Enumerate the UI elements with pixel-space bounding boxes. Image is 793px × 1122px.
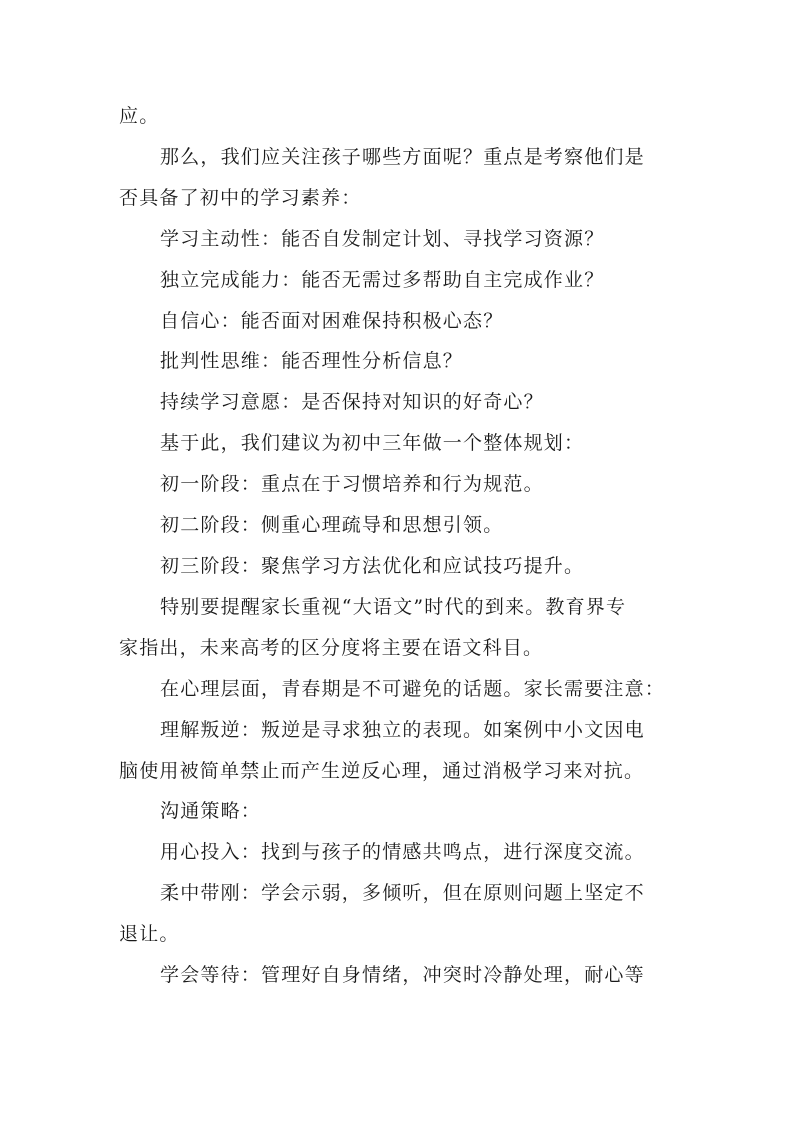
text-line: 初一阶段：重点在于习惯培养和行为规范。 — [160, 473, 544, 496]
text-line: 沟通策略： — [160, 800, 262, 823]
paragraph — [119, 832, 691, 873]
text-line: 脑使用被简单禁止而产生逆反心理，通过消极学习来对抗。 — [119, 759, 645, 782]
text-line: 否具备了初中的学习素养： — [119, 186, 362, 209]
text-line: 家指出，未来高考的区分度将主要在语文科目。 — [119, 636, 544, 659]
text-line: 自信心：能否面对困难保持积极心态？ — [160, 309, 504, 332]
paragraph — [119, 341, 691, 382]
text-line: 那么，我们应关注孩子哪些方面呢？重点是考察他们是 — [160, 145, 645, 168]
text-line: 独立完成能力：能否无需过多帮助自主完成作业？ — [160, 268, 605, 291]
text-line: 学习主动性：能否自发制定计划、寻找学习资源？ — [160, 227, 605, 250]
paragraph — [119, 955, 691, 996]
text-line: 初二阶段：侧重心理疏导和思想引领。 — [160, 514, 504, 537]
document-body — [119, 96, 691, 996]
paragraph — [119, 260, 691, 301]
paragraph — [119, 587, 691, 669]
paragraph — [119, 301, 691, 342]
paragraph — [119, 137, 691, 219]
paragraph — [119, 423, 691, 464]
text-line: 基于此，我们建议为初中三年做一个整体规划： — [160, 432, 585, 455]
paragraph — [119, 710, 691, 792]
text-line: 柔中带刚：学会示弱，多倾听，但在原则问题上坚定不 — [160, 882, 645, 905]
paragraph — [119, 219, 691, 260]
paragraph — [119, 669, 691, 710]
paragraph — [119, 505, 691, 546]
paragraph — [119, 96, 691, 137]
text-line: 在心理层面，青春期是不可避免的话题。家长需要注意： — [160, 677, 666, 700]
text-line: 批判性思维：能否理性分析信息？ — [160, 350, 464, 373]
text-line: 退让。 — [119, 923, 180, 946]
paragraph — [119, 873, 691, 955]
paragraph — [119, 791, 691, 832]
text-line: 学会等待：管理好自身情绪，冲突时冷静处理，耐心等 — [160, 964, 645, 987]
text-line: 特别要提醒家长重视“大语文”时代的到来。教育界专 — [160, 595, 627, 618]
text-line: 应。 — [119, 105, 160, 127]
text-line: 持续学习意愿：是否保持对知识的好奇心？ — [160, 391, 544, 414]
paragraph — [119, 546, 691, 587]
text-line: 用心投入：找到与孩子的情感共鸣点，进行深度交流。 — [160, 841, 645, 864]
text-line: 初三阶段：聚焦学习方法优化和应试技巧提升。 — [160, 554, 585, 577]
paragraph — [119, 464, 691, 505]
text-line: 理解叛逆：叛逆是寻求独立的表现。如案例中小文因电 — [160, 718, 645, 741]
paragraph — [119, 382, 691, 423]
